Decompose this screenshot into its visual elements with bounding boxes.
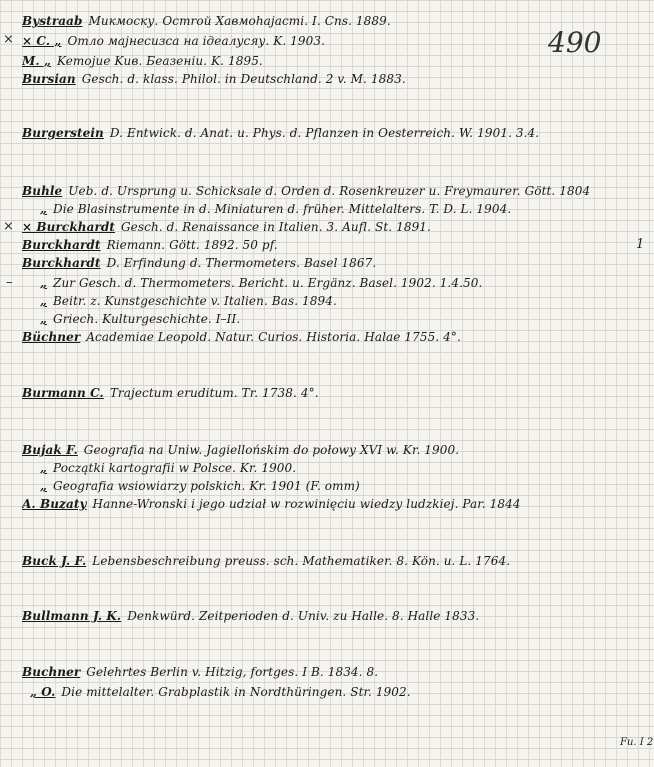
entry — [22, 220, 647, 234]
entry — [22, 386, 647, 400]
entry — [22, 443, 647, 457]
entry-text: Mикмоску. Oстrой Хавмоhаjастi. I. Cns. 1889. — [88, 14, 391, 28]
entry — [22, 54, 647, 68]
entry-text: Lebensbeschreibung preuss. sch. Mathematiker. 8. Kön. u. L. 1764. — [92, 554, 511, 568]
entry-text: Beitr. z. Kunstgeschichte v. Italien. Bas. 1894. — [53, 294, 337, 308]
entry-author: Bursian — [22, 72, 76, 86]
page-number: 490 — [548, 26, 602, 59]
entry-author: Büchner — [22, 330, 81, 344]
entry — [22, 497, 647, 511]
entry — [40, 202, 647, 216]
entry-text: Gelehrtes Berlin v. Hitzig, fortges. I B. 1834. 8. — [86, 665, 379, 679]
entry-text: Отло маjнесизса на iдeaлусяу. K. 1903. — [67, 34, 326, 48]
entry-text: Początki kartografii w Polsce. Kr. 1900. — [53, 461, 297, 475]
entry — [22, 609, 647, 623]
margin-mark: – — [6, 275, 13, 290]
entry-text: Academiae Leopold. Natur. Curios. Historia. Halae 1755. 4°. — [86, 330, 461, 344]
entry-text: Zur Gesch. d. Thermometers. Bericht. u. Ergänz. Basel. 1902. 1.4.50. — [53, 276, 483, 290]
entry-author: Bullmann J. K. — [22, 609, 122, 623]
entry-text: Geografia wsiowiarzy polskich. Kr. 1901 (F. omm) — [53, 479, 360, 493]
margin-mark: 1 — [636, 237, 645, 252]
entry-text: Trajectum eruditum. Tr. 1738. 4°. — [109, 386, 319, 400]
entry-author: Burckhardt — [22, 238, 101, 252]
entry — [22, 256, 647, 270]
entry — [22, 126, 647, 140]
entry-text: Gesch. d. klass. Philol. in Deutschland. 2 v. M. 1883. — [81, 72, 406, 86]
entry-author: „ O. — [30, 685, 56, 699]
entry-author: × C. „ — [22, 34, 62, 48]
entry-author: Burgerstein — [22, 126, 104, 140]
entry-author: Burckhardt — [22, 256, 101, 270]
entry-text: Die mittelalter. Grabplastik in Nordthüringen. Str. 1902. — [61, 685, 411, 699]
entry — [30, 685, 647, 699]
entry-text: Riemann. Gött. 1892. 50 pf. — [106, 238, 278, 252]
entry-author: M. „ — [22, 54, 51, 68]
entry-author: „ — [40, 276, 48, 290]
entry — [22, 665, 647, 679]
entry — [22, 184, 647, 198]
entry-text: Hanne-Wronski i jego udział w rozwinięciu wiedzy ludzkiej. Par. 1844 — [92, 497, 521, 511]
entry — [40, 479, 647, 493]
entry — [22, 554, 647, 568]
entry — [40, 294, 647, 308]
entry — [22, 14, 647, 28]
entry-author: „ — [40, 294, 48, 308]
entry-text: D. Erfindung d. Thermometers. Basel 1867. — [106, 256, 377, 270]
entry — [40, 312, 647, 326]
entry-author: „ — [40, 461, 48, 475]
entry — [22, 72, 647, 86]
margin-mark: × — [3, 219, 14, 234]
entry-text: Geografia na Uniw. Jagiellońskim do połowy XVI w. Kr. 1900. — [83, 443, 460, 457]
entry-text: Denkwürd. Zeitperioden d. Univ. zu Halle. 8. Halle 1833. — [127, 609, 480, 623]
foot-note: Fu. I 2 — [620, 737, 654, 748]
entry-author: Bujak F. — [22, 443, 78, 457]
entry-author: Buchner — [22, 665, 81, 679]
entry — [40, 461, 647, 475]
entry-text: D. Entwick. d. Anat. u. Phys. d. Pflanzen in Oesterreich. W. 1901. 3.4. — [109, 126, 540, 140]
entry-author: Burmann C. — [22, 386, 104, 400]
entry — [22, 34, 647, 48]
entry-author: A. Buzaty — [22, 497, 87, 511]
entry-text: Ueb. d. Ursprung u. Schicksale d. Orden d. Rosenkreuzer u. Freymaurer. Gött. 1804 — [68, 184, 591, 198]
entry-author: „ — [40, 479, 48, 493]
entry-text: Kemojиe Kив. Бeaзенiu. K. 1895. — [56, 54, 263, 68]
entry-author: Bystraab — [22, 14, 83, 28]
entry-author: Buhle — [22, 184, 63, 198]
margin-mark: × — [3, 32, 14, 47]
entry-author: „ — [40, 202, 48, 216]
entry-author: × Burckhardt — [22, 220, 115, 234]
entry-text: Gesch. d. Renaissance in Italien. 3. Aufl. St. 1891. — [121, 220, 431, 234]
entry — [22, 238, 647, 252]
entry-author: „ — [40, 312, 48, 326]
entry-text: Griech. Kulturgeschichte. I–II. — [53, 312, 241, 326]
entry-text: Die Blasinstrumente in d. Miniaturen d. früher. Mittelalters. T. D. L. 1904. — [53, 202, 512, 216]
entry — [22, 330, 647, 344]
entry-author: Buck J. F. — [22, 554, 87, 568]
entry — [40, 276, 647, 290]
